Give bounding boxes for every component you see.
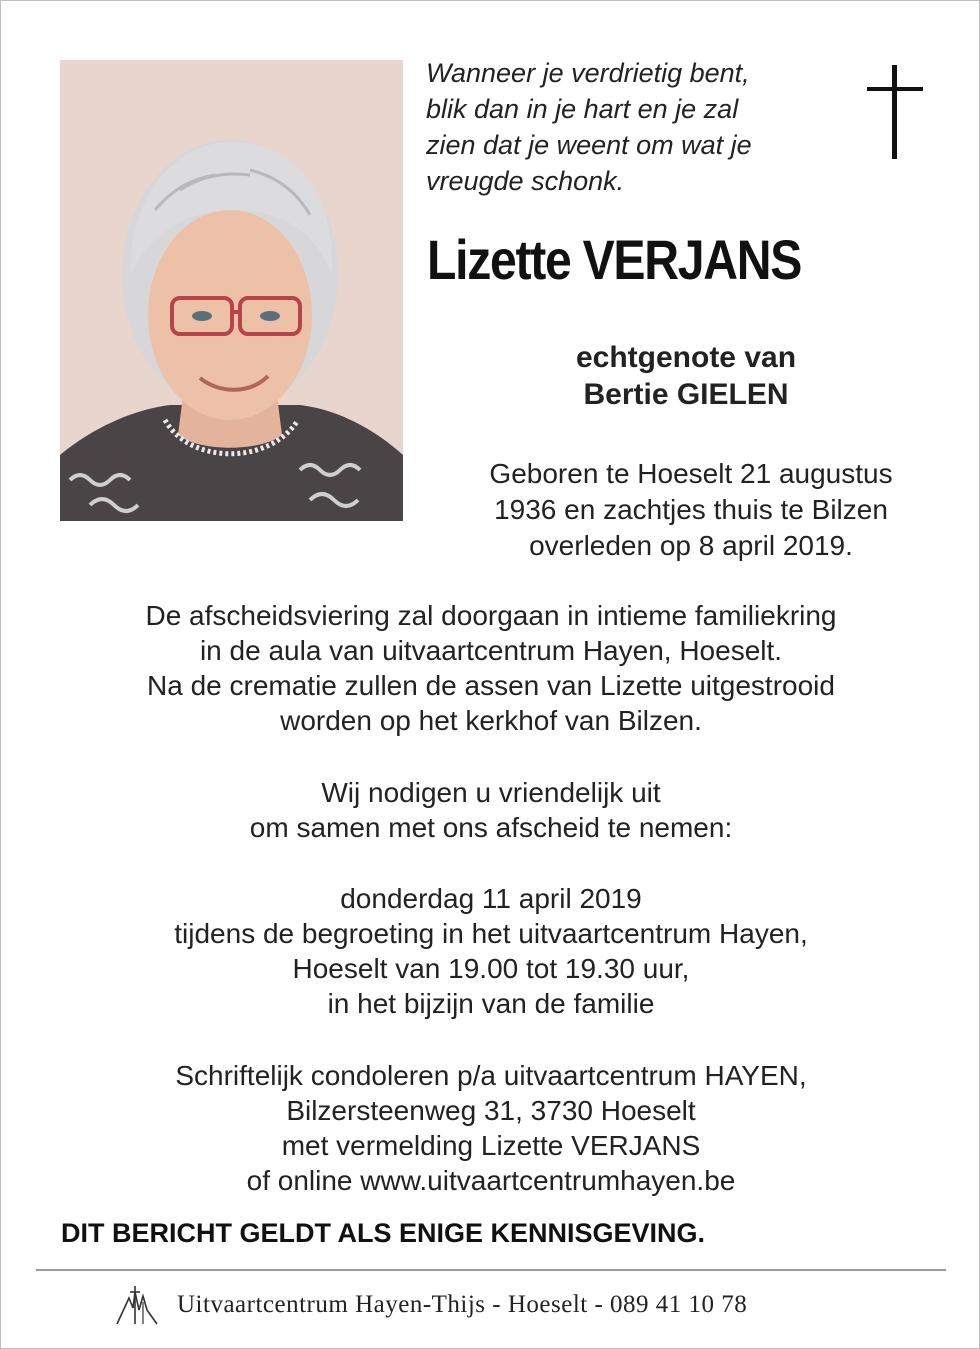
condolence-line: Bilzersteenweg 31, 3730 Hoeselt bbox=[286, 1095, 696, 1126]
portrait-illustration bbox=[60, 60, 403, 521]
birth-line: 1936 en zachtjes thuis te Bilzen bbox=[494, 494, 888, 525]
spouse-name: Bertie GIELEN bbox=[583, 378, 789, 411]
poem-line: zien dat je weent om wat je bbox=[426, 130, 752, 160]
footer-text: Uitvaartcentrum Hayen-Thijs - Hoeselt - 089 41 10 78 bbox=[177, 1291, 748, 1318]
condolence-block bbox=[1, 1058, 980, 1198]
farewell-line: Na de crematie zullen de assen van Lizette uitgestrooid bbox=[147, 670, 835, 701]
farewell-line: in de aula van uitvaartcentrum Hayen, Hoeselt. bbox=[199, 635, 783, 666]
visitation-line: in het bijzijn van de familie bbox=[327, 988, 655, 1019]
poem-line: Wanneer je verdrietig bent, bbox=[426, 58, 750, 88]
deceased-name: Lizette VERJANS bbox=[427, 228, 802, 291]
birth-line: Geboren te Hoeselt 21 augustus bbox=[489, 458, 893, 489]
birth-death-info bbox=[421, 456, 961, 564]
footer-divider bbox=[36, 1269, 946, 1271]
invitation-line: om samen met ons afscheid te nemen: bbox=[249, 812, 733, 843]
invitation-line: Wij nodigen u vriendelijk uit bbox=[321, 777, 661, 808]
notice-text: DIT BERICHT GELDT ALS ENIGE KENNISGEVING. bbox=[61, 1218, 706, 1248]
poem-line: vreugde schonk. bbox=[426, 166, 625, 196]
birth-line: overleden op 8 april 2019. bbox=[529, 530, 853, 561]
visitation-line: Hoeselt van 19.00 tot 19.30 uur, bbox=[292, 953, 690, 984]
farewell-line: worden op het kerkhof van Bilzen. bbox=[280, 705, 702, 736]
spouse-relation: echtgenote van bbox=[575, 341, 797, 374]
farewell-line: De afscheidsviering zal doorgaan in intieme familiekring bbox=[145, 600, 837, 631]
condolence-line: of online www.uitvaartcentrumhayen.be bbox=[246, 1165, 736, 1196]
poem bbox=[426, 55, 846, 199]
cross-icon bbox=[867, 65, 923, 159]
condolence-line: Schriftelijk condoleren p/a uitvaartcentrum HAYEN, bbox=[175, 1060, 807, 1091]
farewell-block bbox=[1, 598, 980, 738]
portrait-photo bbox=[60, 60, 403, 521]
invitation-block bbox=[1, 775, 980, 845]
visitation-block bbox=[1, 881, 980, 1021]
footer bbox=[113, 1283, 747, 1327]
visitation-line: donderdag 11 april 2019 bbox=[340, 883, 642, 914]
poem-line: blik dan in je hart en je zal bbox=[426, 94, 739, 124]
visitation-line: tijdens de begroeting in het uitvaartcentrum Hayen, bbox=[174, 918, 808, 949]
hayen-logo-icon bbox=[113, 1284, 161, 1326]
condolence-line: met vermelding Lizette VERJANS bbox=[281, 1130, 701, 1161]
spouse-block bbox=[401, 339, 971, 413]
